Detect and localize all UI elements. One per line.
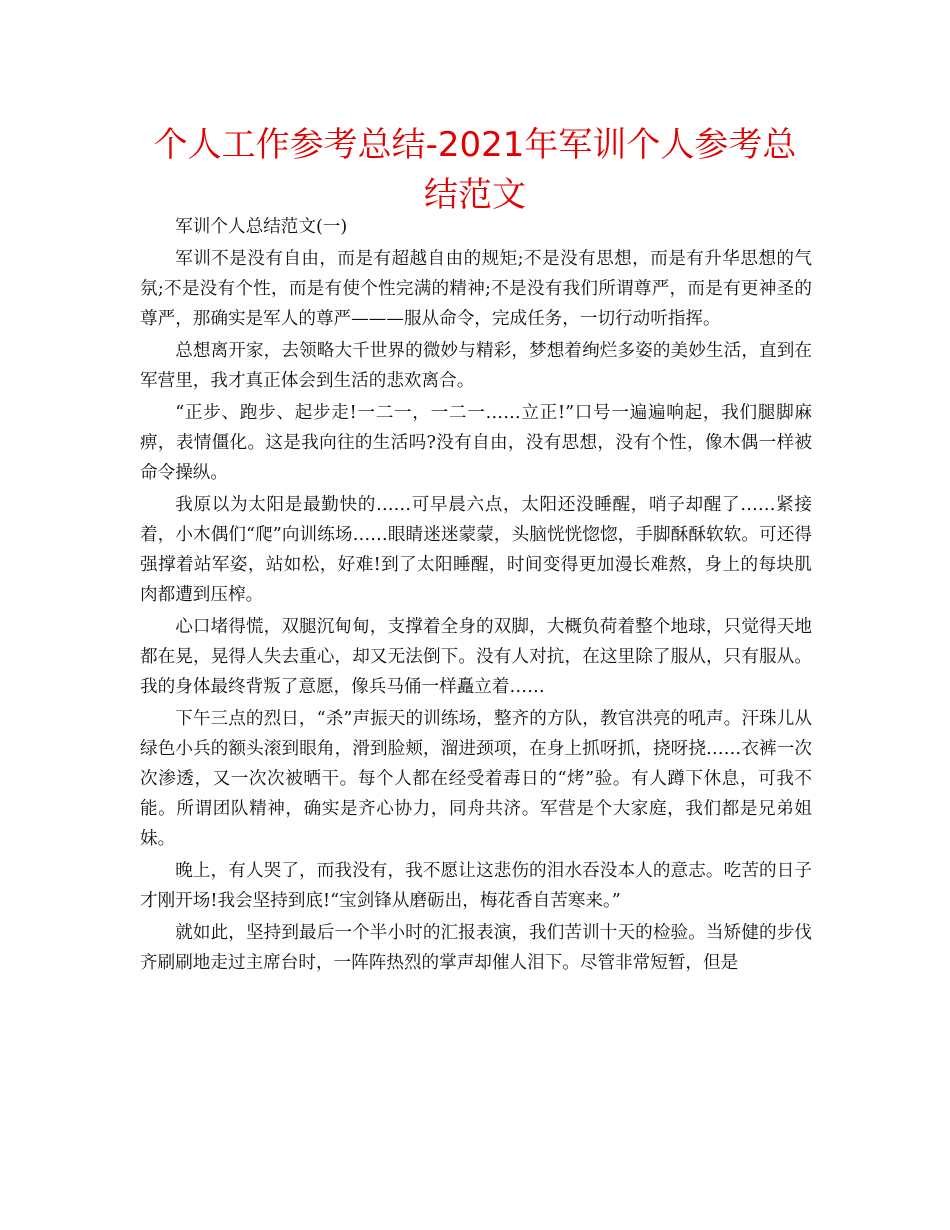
paragraph: 我原以为太阳是最勤快的……可早晨六点，太阳还没睡醒，哨子却醒了……紧接着，小木偶们“爬”向训练场……眼睛迷迷蒙蒙，头脑恍恍惚惚，手脚酥酥软软。可还得强撑着站军姿，站如松，好难!到了太阳睡醒，时间变得更加漫长难熬，身上的每块肌肉都遭到压榨。 [140,495,812,605]
section-heading: 军训个人总结范文(一) [175,217,348,237]
paragraph: 军训不是没有自由，而是有超越自由的规矩;不是没有思想，而是有升华思想的气氛;不是没有个性，而是有使个性完满的精神;不是没有我们所谓尊严，而是有更神圣的尊严，那确实是军人的尊严———服从命令，完成任务，一切行动听指挥。 [140,249,812,329]
document-body [140,212,812,980]
paragraph: 晚上，有人哭了，而我没有，我不愿让这悲伤的泪水吞没本人的意志。吃苦的日子才刚开场!我会坚持到底!“宝剑锋从磨砺出，梅花香自苦寒来。” [140,861,812,911]
paragraph: “正步、跑步、起步走!一二一，一二一……立正!”口号一遍遍响起，我们腿脚麻痹，表情僵化。这是我向往的生活吗?没有自由，没有思想，没有个性，像木偶一样被命令操纵。 [140,403,812,483]
paragraph: 下午三点的烈日，“杀”声振天的训练场，整齐的方队，教官洪亮的吼声。汗珠儿从绿色小兵的额头滚到眼角，滑到脸颊，溜进颈项，在身上抓呀抓，挠呀挠……衣裤一次次渗透，又一次次被晒干。每个人都在经受着毒日的“烤”验。有人蹲下休息，可我不能。所谓团队精神，确实是齐心协力，同舟共济。军营是个大家庭，我们都是兄弟姐妹。 [140,709,812,849]
paragraph: 心口堵得慌，双腿沉甸甸，支撑着全身的双脚，大概负荷着整个地球，只觉得天地都在晃，晃得人失去重心，却又无法倒下。没有人对抗，在这里除了服从，只有服从。我的身体最终背叛了意愿，像兵马俑一样矗立着…… [140,617,812,697]
document-title: 个人工作参考总结-2021年军训个人参考总结范文 [153,125,797,215]
paragraph: 就如此，坚持到最后一个半小时的汇报表演，我们苦训十天的检验。当矫健的步伐齐刷刷地走过主席台时，一阵阵热烈的掌声却催人泪下。尽管非常短暂，但是 [140,923,812,973]
paragraph: 总想离开家，去领略大千世界的微妙与精彩，梦想着绚烂多姿的美妙生活，直到在军营里，我才真正体会到生活的悲欢离合。 [140,341,812,391]
